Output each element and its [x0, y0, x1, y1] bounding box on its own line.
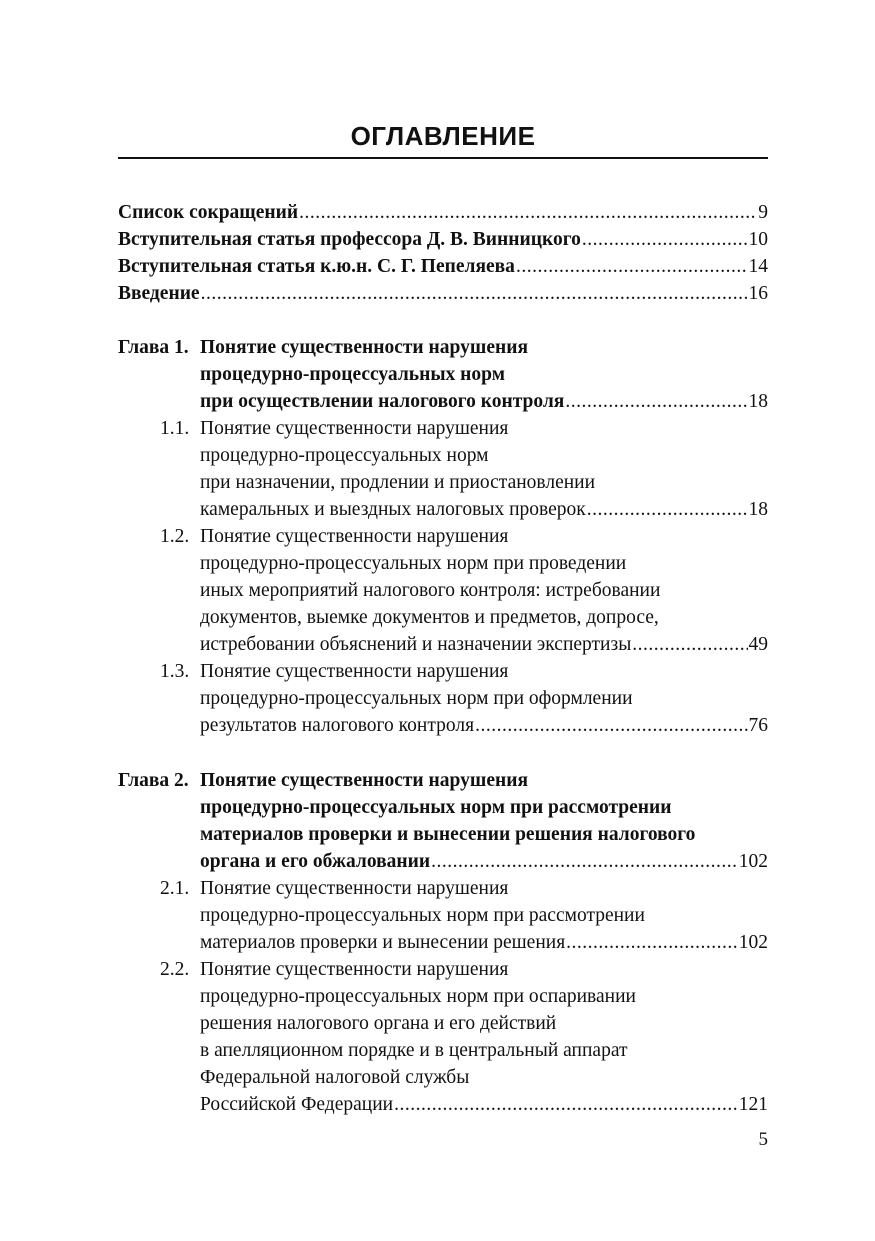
- section-number: 1.3.: [160, 661, 190, 682]
- section-title-line: Понятие существенности нарушения: [200, 418, 509, 439]
- section-title-line: процедурно-процессуальных норм при оспаривании: [200, 986, 636, 1007]
- leader-dots: [516, 253, 748, 280]
- section-title-line: при назначении, продлении и приостановлении: [200, 472, 596, 493]
- toc-entry[interactable]: [118, 253, 768, 280]
- entry-page: 16: [748, 283, 768, 304]
- page-title: ОГЛАВЛЕНИЕ: [350, 121, 536, 151]
- section-title-line: Понятие существенности нарушения: [200, 878, 509, 899]
- entry-title: Вступительная статья к.ю.н. С. Г. Пепеляева: [118, 256, 515, 277]
- section-title-line: материалов проверки и вынесении решения: [200, 932, 566, 953]
- chapter-title-line: процедурно-процессуальных норм: [200, 364, 505, 385]
- leader-dots: [201, 280, 748, 307]
- toc-entry[interactable]: [118, 199, 768, 226]
- section-title-line: процедурно-процессуальных норм при проведении: [200, 553, 627, 574]
- entry-page: 9: [758, 202, 768, 223]
- entry-title: Список сокращений: [118, 202, 299, 223]
- leader-dots: [582, 226, 748, 253]
- section-title-line: истребовании объяснений и назначении экспертизы: [200, 634, 632, 655]
- front-matter: [118, 199, 768, 307]
- leader-dots: [587, 496, 748, 523]
- entry-page: 49: [748, 634, 768, 655]
- chapter-heading-line[interactable]: [118, 767, 768, 794]
- entry-title: Вступительная статья профессора Д. В. Винницкого: [118, 229, 581, 250]
- entry-page: 76: [748, 715, 768, 736]
- section-heading-line[interactable]: [118, 658, 768, 685]
- chapter-title-line: материалов проверки и вынесении решения налогового: [200, 824, 696, 845]
- section-entry-last[interactable]: [118, 631, 768, 658]
- chapter-entry-last[interactable]: [118, 388, 768, 415]
- section-title-line: документов, выемке документов и предметов, допросе,: [200, 607, 659, 628]
- toc-entry[interactable]: [118, 226, 768, 253]
- section-entry-last[interactable]: [118, 1091, 768, 1118]
- title-rule: [118, 157, 768, 159]
- section-title-line: Понятие существенности нарушения: [200, 959, 509, 980]
- section-title-line: результатов налогового контроля: [200, 715, 475, 736]
- chapter-title-line: органа и его обжаловании: [200, 851, 431, 872]
- section-title-line: процедурно-процессуальных норм при оформлении: [200, 688, 633, 709]
- leader-dots: [299, 199, 757, 226]
- leader-dots: [394, 1091, 738, 1118]
- toc-entry[interactable]: [118, 280, 768, 307]
- entry-page: 14: [748, 256, 768, 277]
- entry-page: 102: [738, 851, 768, 872]
- page-number: 5: [758, 1129, 768, 1150]
- section-title-line: Понятие существенности нарушения: [200, 526, 509, 547]
- leader-dots: [565, 388, 747, 415]
- section-number: 1.1.: [160, 418, 190, 439]
- chapter-heading-line[interactable]: [118, 334, 768, 361]
- section-title-line: Федеральной налоговой службы: [200, 1067, 470, 1088]
- toc-page: [118, 0, 768, 1241]
- section-title-line: процедурно-процессуальных норм при рассмотрении: [200, 905, 645, 926]
- section-heading-line[interactable]: [118, 415, 768, 442]
- entry-page: 121: [738, 1094, 768, 1115]
- entry-page: 10: [748, 229, 768, 250]
- chapter-2: [118, 767, 768, 1118]
- chapter-title-line: Понятие существенности нарушения: [200, 337, 528, 358]
- section-heading-line[interactable]: [118, 956, 768, 983]
- section-title-line: в апелляционном порядке и в центральный аппарат: [200, 1040, 628, 1061]
- section-title-line: Российской Федерации: [200, 1094, 394, 1115]
- entry-page: 18: [748, 391, 768, 412]
- leader-dots: [475, 712, 747, 739]
- leader-dots: [632, 631, 747, 658]
- section-heading-line[interactable]: [118, 875, 768, 902]
- chapter-title-line: Понятие существенности нарушения: [200, 770, 528, 791]
- chapter-1: [118, 334, 768, 739]
- section-number: 2.2.: [160, 959, 190, 980]
- section-entry-last[interactable]: [118, 496, 768, 523]
- section-title-line: процедурно-процессуальных норм: [200, 445, 489, 466]
- chapter-entry-last[interactable]: [118, 848, 768, 875]
- chapter-title-line: процедурно-процессуальных норм при рассмотрении: [200, 797, 672, 818]
- entry-page: 102: [738, 932, 768, 953]
- section-title-line: иных мероприятий налогового контроля: истребовании: [200, 580, 661, 601]
- section-title-line: Понятие существенности нарушения: [200, 661, 509, 682]
- leader-dots: [431, 848, 738, 875]
- section-title-line: камеральных и выездных налоговых проверок: [200, 499, 586, 520]
- entry-title: Введение: [118, 283, 200, 304]
- section-number: 1.2.: [160, 526, 190, 547]
- section-entry-last[interactable]: [118, 929, 768, 956]
- chapter-label: Глава 2.: [118, 770, 189, 791]
- section-title-line: решения налогового органа и его действий: [200, 1013, 557, 1034]
- leader-dots: [566, 929, 738, 956]
- chapter-label: Глава 1.: [118, 337, 189, 358]
- section-number: 2.1.: [160, 878, 190, 899]
- entry-page: 18: [748, 499, 768, 520]
- chapter-title-line: при осуществлении налогового контроля: [200, 391, 565, 412]
- section-heading-line[interactable]: [118, 523, 768, 550]
- section-entry-last[interactable]: [118, 712, 768, 739]
